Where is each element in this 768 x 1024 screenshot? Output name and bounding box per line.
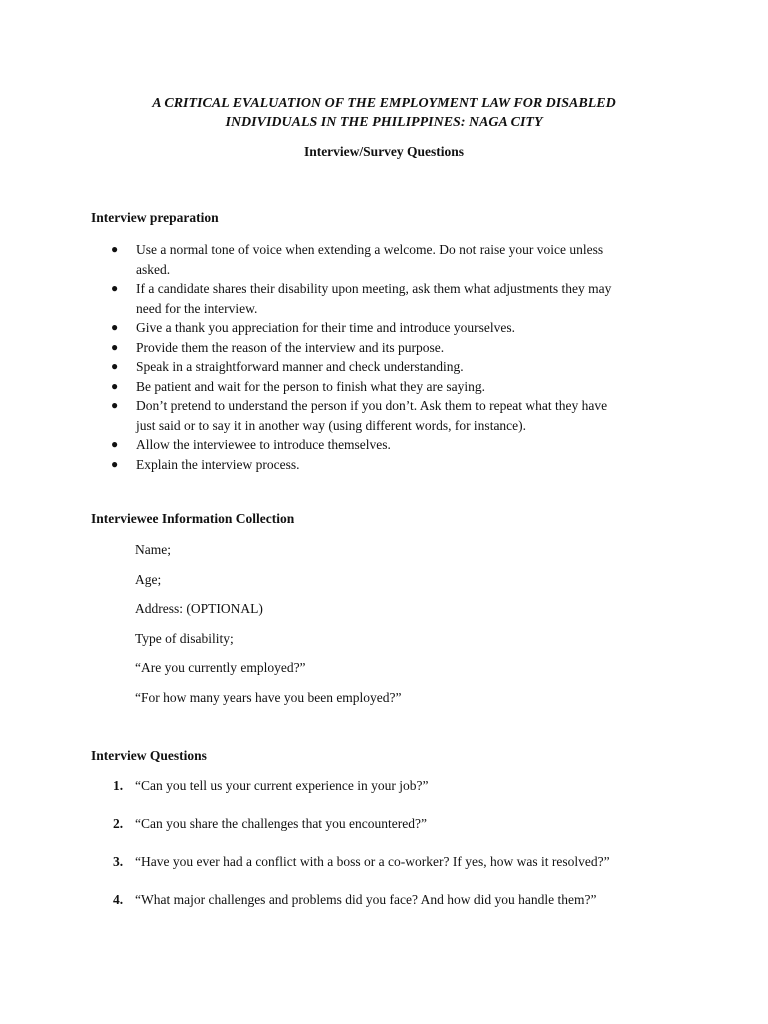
bullet-icon: ●	[111, 242, 119, 256]
list-item: ● Don’t pretend to understand the person if you don’t. Ask them to repeat what they have just said or to say it in another way (using different words, for instance).	[111, 398, 608, 433]
info-field: “For how many years have you been employed?”	[135, 689, 402, 705]
info-field: “Are you currently employed?”	[135, 660, 306, 675]
list-item: ● Provide them the reason of the interview and its purpose.	[111, 338, 681, 358]
info-collection-list	[135, 540, 402, 717]
list-item: ● Allow the interviewee to introduce themselves.	[111, 435, 681, 455]
list-item: ● Give a thank you appreciation for their time and introduce yourselves.	[111, 318, 681, 338]
question-text: “Have you ever had a conflict with a boss or a co-worker? If yes, how was it resolved?”	[135, 854, 610, 869]
list-item: ● Explain the interview process.	[111, 455, 681, 475]
bullet-icon: ●	[111, 456, 119, 471]
list-item: ● Speak in a straightforward manner and check understanding.	[111, 357, 681, 377]
questions-list	[113, 776, 713, 928]
bullet-icon: ●	[111, 378, 119, 393]
bullet-icon: ●	[111, 281, 119, 295]
list-item: ● Be patient and wait for the person to finish what they are saying.	[111, 377, 681, 397]
preparation-heading: Interview preparation	[91, 210, 219, 225]
info-collection-heading: Interviewee Information Collection	[91, 511, 295, 526]
info-field: Address: (OPTIONAL)	[135, 601, 263, 616]
question-item	[113, 814, 713, 852]
bullet-icon: ●	[111, 437, 119, 451]
bullet-icon: ●	[111, 398, 119, 412]
info-field: Name;	[135, 542, 171, 557]
list-item: ● If a candidate shares their disability upon meeting, ask them what adjustments they may need for the interview.	[111, 281, 612, 316]
document-subtitle: Interview/Survey Questions	[303, 144, 465, 159]
title-line-2: INDIVIDUALS IN THE PHILIPPINES: NAGA CITY	[225, 115, 543, 130]
question-number: 3.	[113, 854, 124, 869]
question-text: “Can you tell us your current experience in your job?”	[135, 778, 429, 793]
question-text: “Can you share the challenges that you encountered?”	[135, 816, 428, 831]
question-text: “What major challenges and problems did you face? And how did you handle them?”	[135, 892, 597, 907]
questions-heading: Interview Questions	[91, 748, 207, 763]
bullet-icon: ●	[111, 339, 119, 354]
preparation-list	[111, 240, 681, 474]
title-line-1: A CRITICAL EVALUATION OF THE EMPLOYMENT LAW FOR DISABLED	[152, 96, 616, 111]
info-field: Type of disability;	[135, 630, 234, 646]
question-item	[113, 776, 713, 814]
info-field: Age;	[135, 571, 162, 587]
list-item: ● Use a normal tone of voice when extending a welcome. Do not raise your voice unless asked.	[111, 242, 604, 277]
question-number: 4.	[113, 892, 124, 907]
question-number: 1.	[113, 778, 124, 793]
question-number: 2.	[113, 816, 124, 831]
question-item	[113, 890, 713, 928]
document-title	[0, 94, 768, 132]
bullet-icon: ●	[111, 320, 119, 334]
bullet-icon: ●	[111, 359, 119, 373]
question-item	[113, 852, 713, 890]
